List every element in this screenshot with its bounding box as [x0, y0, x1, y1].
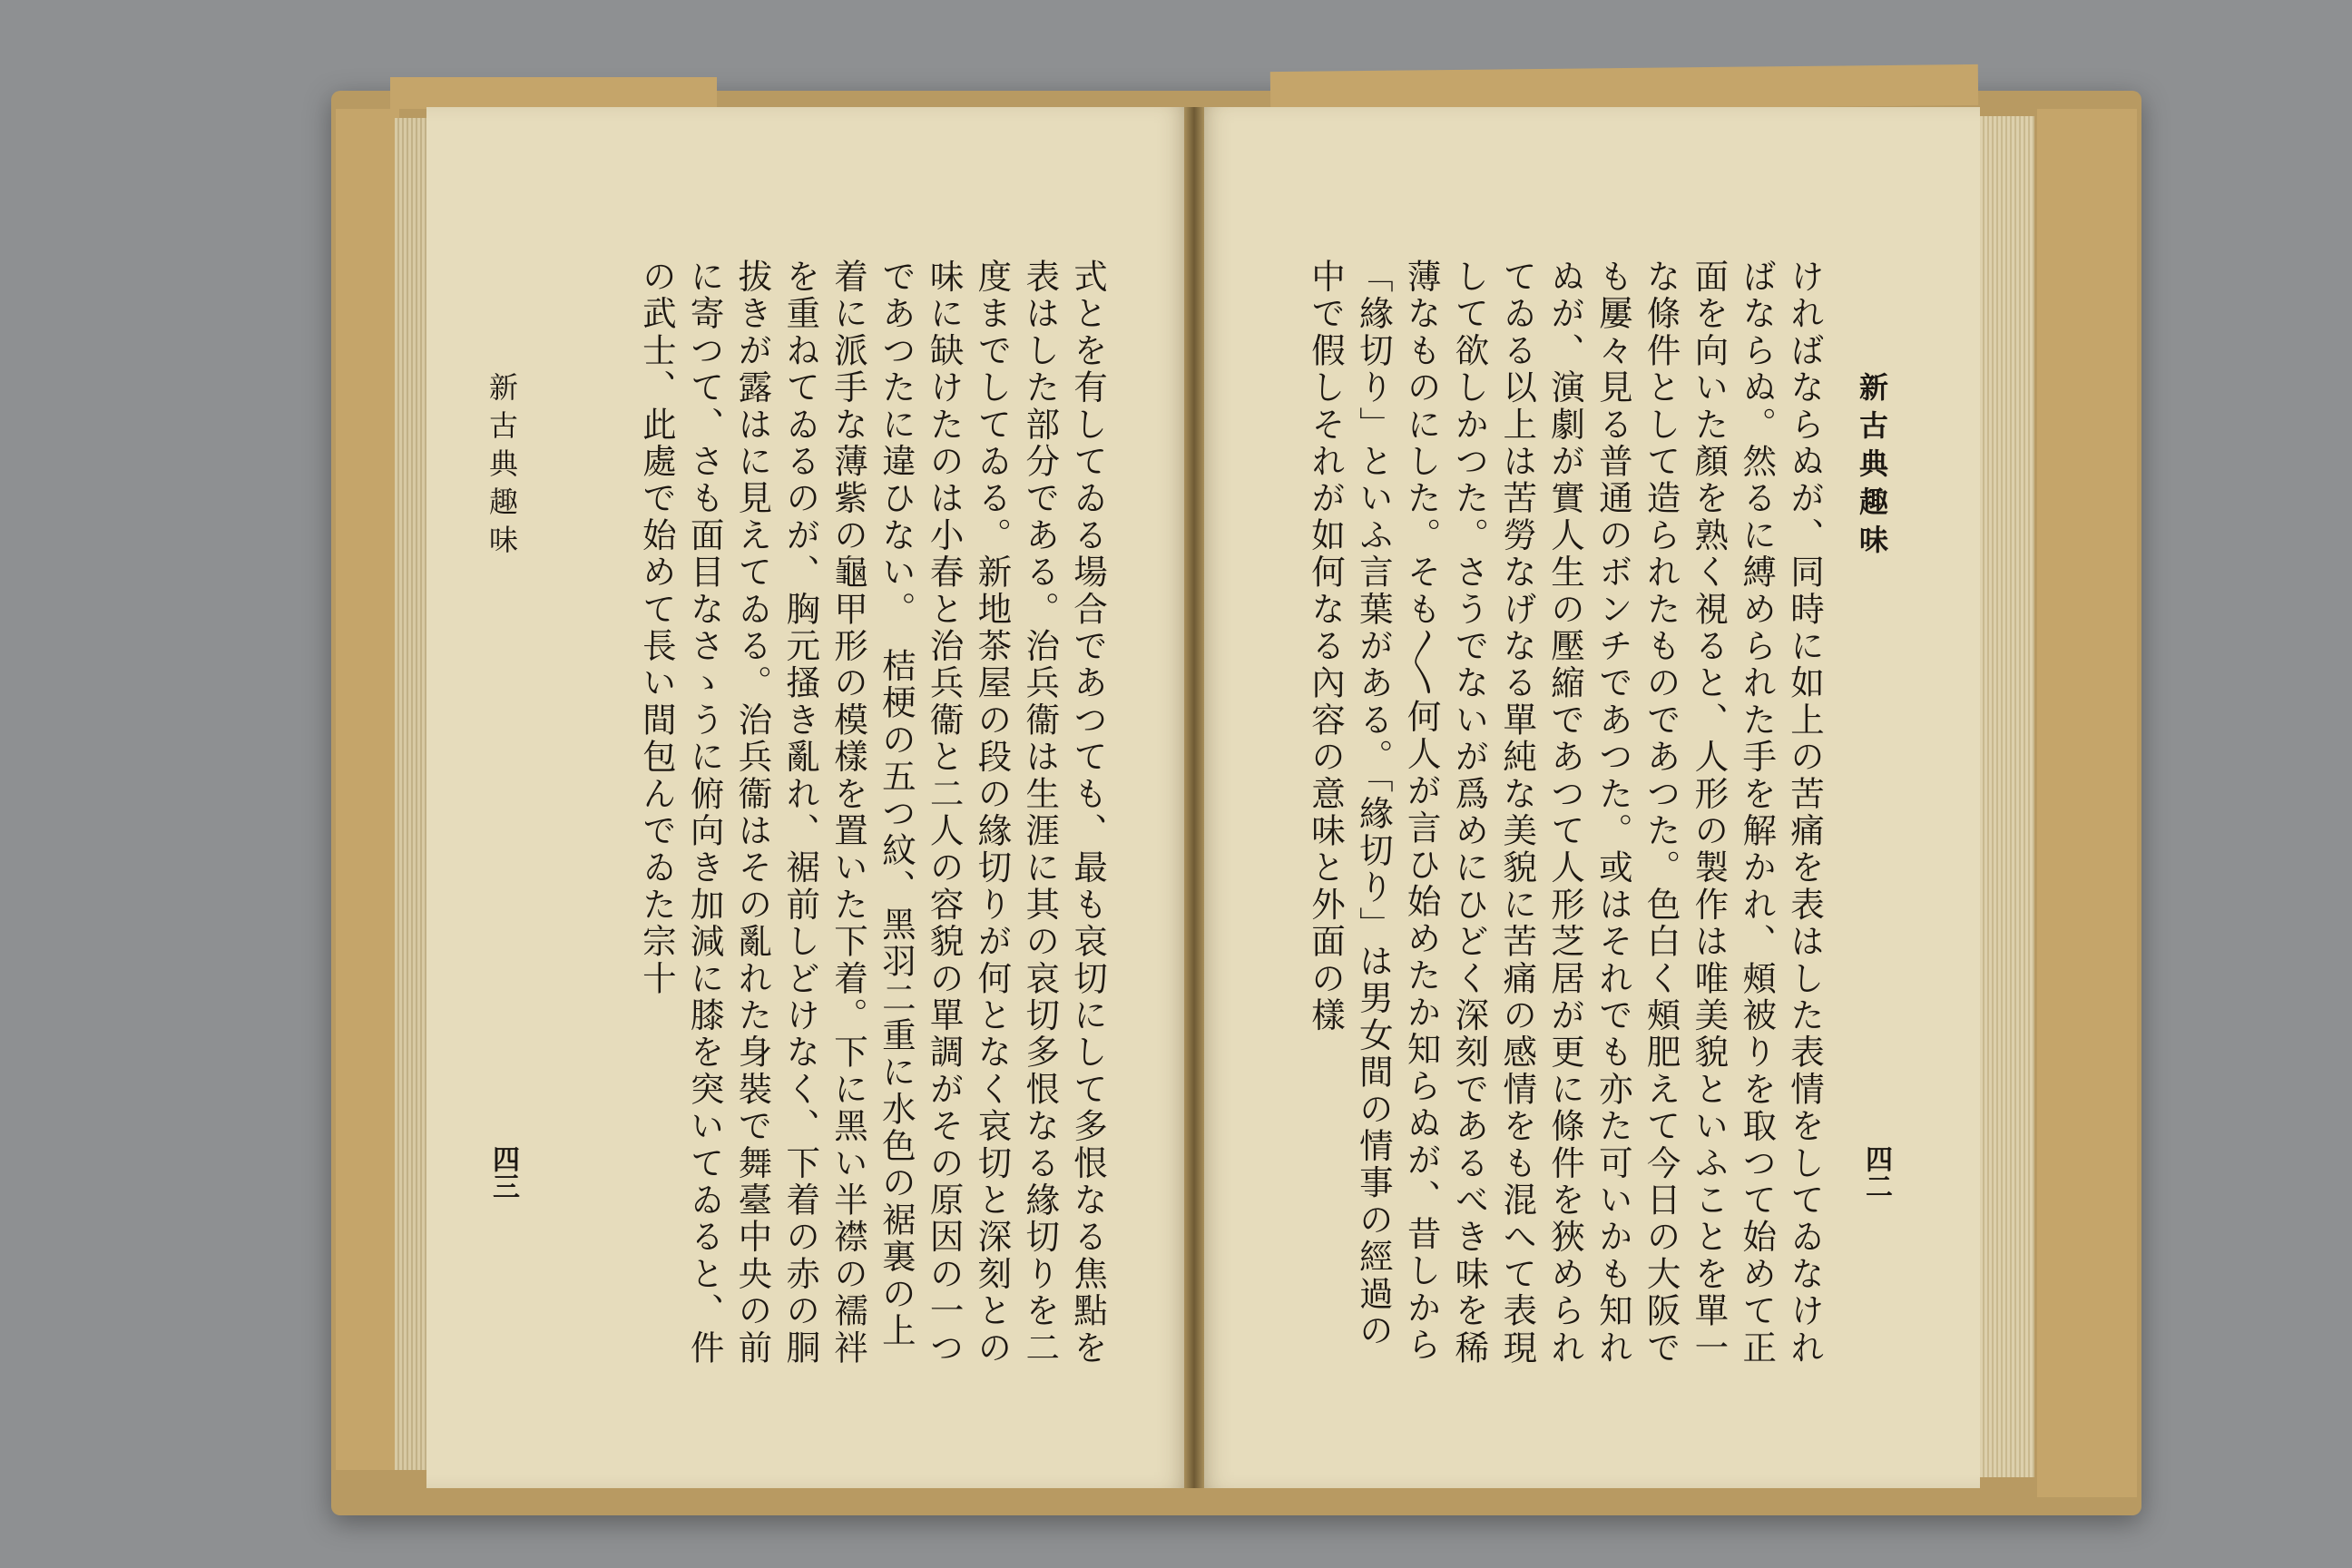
torn-cover-edge: [336, 109, 399, 1470]
right-running-head: 新古典趣味: [1855, 372, 1889, 563]
right-body-text: ければならぬが、同時に如上の苦痛を表はした表情をしてゐなければならぬ。然るに縛められた手を解かれ、頰被りを取つて始めて正面を向いた顏を熟く視ると、人形の製作は唯美貌といふことを單一な條件として造られたものであつた。色白く頰肥えて今日の大阪でも屢々見る普通のボンチであつた。或はそれでも亦た可いかも知れぬが、演劇が實人生の壓縮であつて人形芝居が更に條件を狹められてゐる以上は苦勞なげなる單純な美貌に苦痛の感情をも混へて表現して欲しかつた。さうでないが爲めにひどく深刻であるべき味を稀薄なものにした。そも〳〵何人が言ひ始めたか知らぬが、昔しから「緣切り」といふ言葉がある。「緣切り」は男女間の情事の經過の中で假しそれが如何なる內容の意味と外面の樣: [1306, 259, 1825, 1367]
left-body-text: 式とを有してゐる場合であつても、最も哀切にして多恨なる焦點を表はした部分である。治兵衞は生涯に其の哀切多恨なる緣切りを二度までしてゐる。新地茶屋の段の緣切りが何となく哀切と深刻との味に缺けたのは小春と治兵衞と二人の容貌の單調がその原因の一つであつたに違ひない。 桔梗の五つ紋、黑羽二重に水色の裾裏の上着に派手な薄紫の龜甲形の模樣を置いた下着。下に黑い半襟の襦袢を重ねてゐるのが、胸元搔き亂れ、裾前しどけなく、下着の赤の胴拔きが露はに見えてゐる。治兵衞はその亂れた身裝で舞臺中央の前に寄つて、さも面目なさゝうに俯向き加減に膝を突いてゐると、件の武士、此處で始めて長い間包んでゐた宗十: [636, 259, 1108, 1367]
page-edges-left: [395, 118, 429, 1470]
page-edges-right: [1980, 116, 2034, 1477]
torn-cover-edge: [1270, 64, 1978, 113]
left-running-head: 新古典趣味: [485, 372, 519, 563]
torn-cover-edge: [390, 77, 717, 109]
right-page-number: 四二: [1860, 1145, 1892, 1200]
book-gutter: [1184, 107, 1204, 1488]
left-page-number: 四三: [487, 1145, 519, 1200]
torn-cover-edge: [2037, 109, 2137, 1497]
